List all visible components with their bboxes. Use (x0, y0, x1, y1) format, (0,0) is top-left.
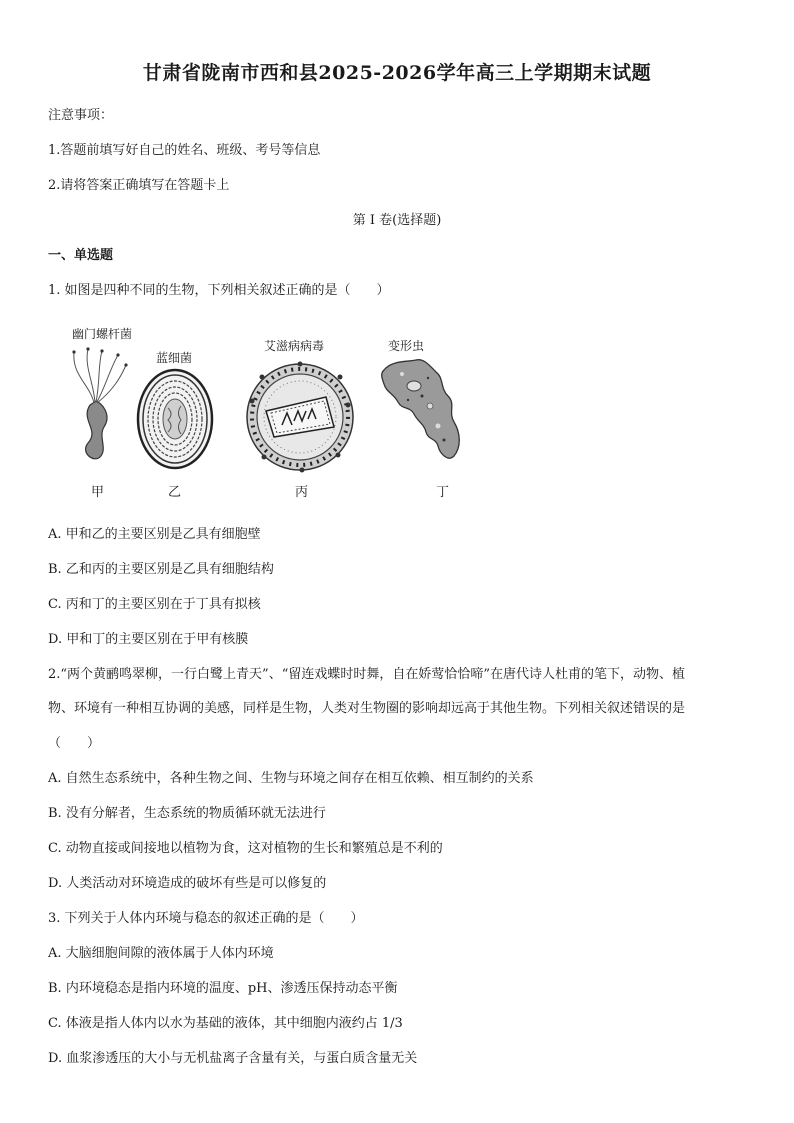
q3-option-d: D. 血浆渗透压的大小与无机盐离子含量有关，与蛋白质含量无关 (48, 1051, 418, 1066)
helicobacter-illustration (62, 345, 132, 470)
notice-item: 2.请将答案正确填写在答题卡上 (48, 178, 230, 193)
q2-option-c: C. 动物直接或间接地以植物为食，这对植物的生长和繁殖总是不利的 (48, 841, 443, 856)
amoeba-illustration (378, 356, 464, 464)
q2-stem-line: （ ） (48, 736, 101, 751)
q3-option-a: A. 大脑细胞间隙的液体属于人体内环境 (48, 946, 274, 961)
q2-option-b: B. 没有分解者，生态系统的物质循环就无法进行 (48, 806, 326, 821)
q1-option-c: C. 丙和丁的主要区别在于丁具有拟核 (48, 597, 261, 612)
exam-title: 甘肃省陇南市西和县2025-2026学年高三上学期期末试题 (142, 62, 652, 84)
figure-caption-jia: 幽门螺杆菌 (72, 327, 133, 341)
notice-item: 1.答题前填写好自己的姓名、班级、考号等信息 (48, 143, 321, 158)
figure-label-jia: 甲 (91, 485, 105, 500)
hiv-virus-illustration (244, 361, 356, 473)
figure-label-yi: 乙 (168, 485, 182, 500)
q1-option-d: D. 甲和丁的主要区别在于甲有核膜 (48, 632, 249, 647)
figure-caption-bing: 艾滋病病毒 (264, 339, 325, 353)
q2-stem-line: 2.“两个黄鹂鸣翠柳，一行白鹭上青天”、“留连戏蝶时时舞，自在娇莺恰恰啼”在唐代诗人杜甫的笔下，动物、植 (48, 667, 685, 682)
q3-option-c: C. 体液是指人体内以水为基础的液体，其中细胞内液约占 1/3 (48, 1016, 403, 1031)
figure-label-ding: 丁 (436, 485, 450, 500)
figure-label-bing: 丙 (295, 485, 309, 500)
q3-option-b: B. 内环境稳态是指内环境的温度、pH、渗透压保持动态平衡 (48, 981, 398, 996)
q2-option-a: A. 自然生态系统中，各种生物之间、生物与环境之间存在相互依赖、相互制约的关系 (48, 771, 534, 786)
q1-stem: 1. 如图是四种不同的生物，下列相关叙述正确的是（ ） (48, 283, 390, 298)
part-title: 一、单选题 (48, 248, 114, 263)
q2-option-d: D. 人类活动对环境造成的破坏有些是可以修复的 (48, 876, 327, 891)
q1-option-b: B. 乙和丙的主要区别是乙具有细胞结构 (48, 562, 274, 577)
section-title: 第 I 卷(选择题) (352, 213, 442, 228)
q2-stem-line: 物、环境有一种相互协调的美感，同样是生物，人类对生物圈的影响却远高于其他生物。下列相关叙述错误的是 (48, 701, 686, 716)
figure-caption-yi: 蓝细菌 (156, 351, 193, 365)
q1-option-a: A. 甲和乙的主要区别是乙具有细胞壁 (48, 527, 261, 542)
notice-heading: 注意事项： (48, 108, 114, 123)
cyanobacteria-illustration (136, 368, 214, 470)
q3-stem: 3. 下列关于人体内环境与稳态的叙述正确的是（ ） (48, 911, 364, 926)
figure-caption-ding: 变形虫 (388, 339, 425, 353)
